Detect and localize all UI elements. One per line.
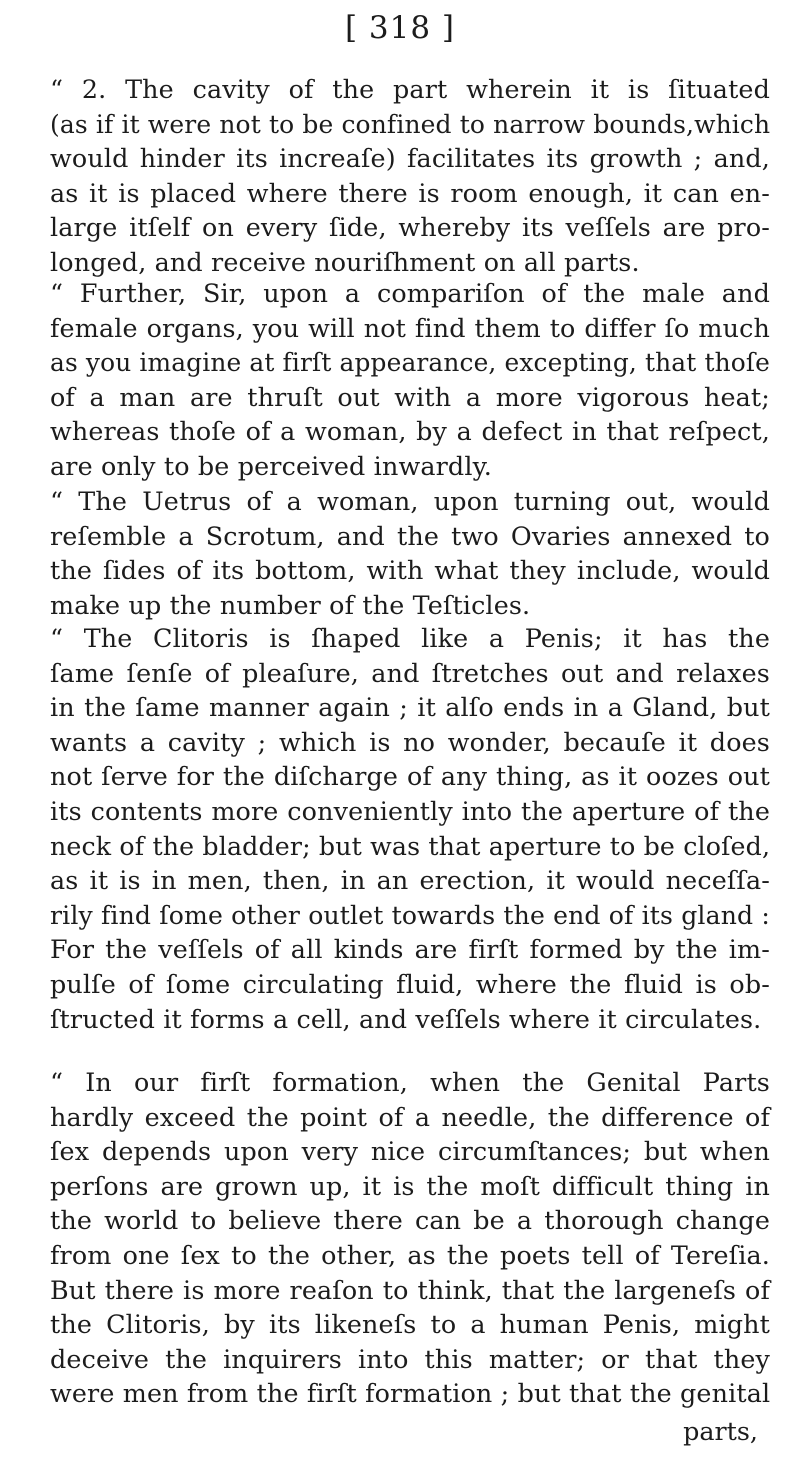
text-line: rily find ſome other outlet towards the end of its gland : — [50, 899, 771, 930]
text-line: as you imagine at firſt appearance, excepting, that thoſe — [50, 347, 771, 378]
text-line: perſons are grown up, it is the moſt difficult thing in — [50, 1170, 770, 1201]
text-line: as it is placed where there is room enough, it can en- — [50, 177, 770, 208]
text-line: the Clitoris, by its likeneſs to a human Penis, might — [50, 1309, 770, 1340]
text-line: would hinder its increaſe) facilitates its growth ; and, — [50, 143, 770, 174]
text-line: “ Further, Sir, upon a compariſon of the male and — [50, 278, 770, 308]
text-line: For the veſſels of all kinds are firſt formed by the im- — [50, 934, 770, 965]
paragraph-comparison — [50, 276, 770, 484]
text-line: were men from the firſt formation ; but that the genital — [50, 1378, 771, 1409]
paragraph-formation — [50, 1065, 770, 1411]
text-line: hardly exceed the point of a needle, the difference of — [50, 1101, 770, 1132]
text-line: as it is in men, then, in an erection, it would neceſſa- — [50, 865, 770, 896]
text-line: (as if it were not to be confined to narrow bounds,which — [50, 108, 771, 139]
page-number: [ 318 ] — [344, 10, 456, 46]
text-line: “ In our firſt formation, when the Genital Parts — [50, 1067, 770, 1097]
text-line: the ſides of its bottom, with what they include, would — [50, 555, 770, 586]
text-line: longed, and receive nouriſhment on all parts. — [50, 246, 640, 277]
paragraph-clitoris — [50, 621, 770, 1036]
text-line: not ſerve for the diſcharge of any thing, as it oozes out — [50, 761, 770, 792]
text-line: reſemble a Scrotum, and the two Ovaries annexed to — [50, 520, 770, 551]
text-line: “ The Uetrus of a woman, upon turning out, would — [50, 486, 770, 516]
paragraph-uterus — [50, 484, 770, 622]
text-line: its contents more conveniently into the aperture of the — [50, 795, 770, 826]
text-line: ſame ſenſe of pleaſure, and ſtretches out and relaxes — [50, 657, 770, 688]
text-line: make up the number of the Teſticles. — [50, 589, 531, 620]
text-line: are only to be perceived inwardly. — [50, 450, 492, 481]
catchword: parts, — [683, 1416, 758, 1446]
text-line: “ 2. The cavity of the part wherein it is ſituated — [50, 74, 770, 104]
text-line: wants a cavity ; which is no wonder, becauſe it does — [50, 726, 770, 757]
text-line: ſex depends upon very nice circumſtances; but when — [50, 1136, 770, 1167]
text-line: whereas thoſe of a woman, by a defect in that reſpect, — [50, 416, 770, 447]
text-line: the world to believe there can be a thorough change — [50, 1205, 770, 1236]
text-line: from one ſex to the other, as the poets tell of Tereſia. — [50, 1239, 770, 1270]
text-line: female organs, you will not find them to differ ſo much — [50, 312, 770, 343]
text-line: “ The Clitoris is ſhaped like a Penis; it has the — [50, 623, 770, 653]
text-line: pulſe of ſome circulating fluid, where the fluid is ob- — [50, 968, 770, 999]
text-line: ſtructed it forms a cell, and veſſels where it circulates. — [50, 1003, 762, 1034]
text-line: deceive the inquirers into this matter; or that they — [50, 1343, 770, 1374]
text-line: large itſelf on every ſide, whereby its veſſels are pro- — [50, 212, 770, 243]
text-line: But there is more reaſon to think, that the largeneſs of — [50, 1274, 770, 1305]
text-line: neck of the bladder; but was that aperture to be cloſed, — [50, 830, 771, 861]
text-line: of a man are thruſt out with a more vigorous heat; — [50, 381, 770, 412]
paragraph-cavity — [50, 72, 770, 280]
text-line: in the ſame manner again ; it alſo ends in a Gland, but — [50, 692, 770, 723]
